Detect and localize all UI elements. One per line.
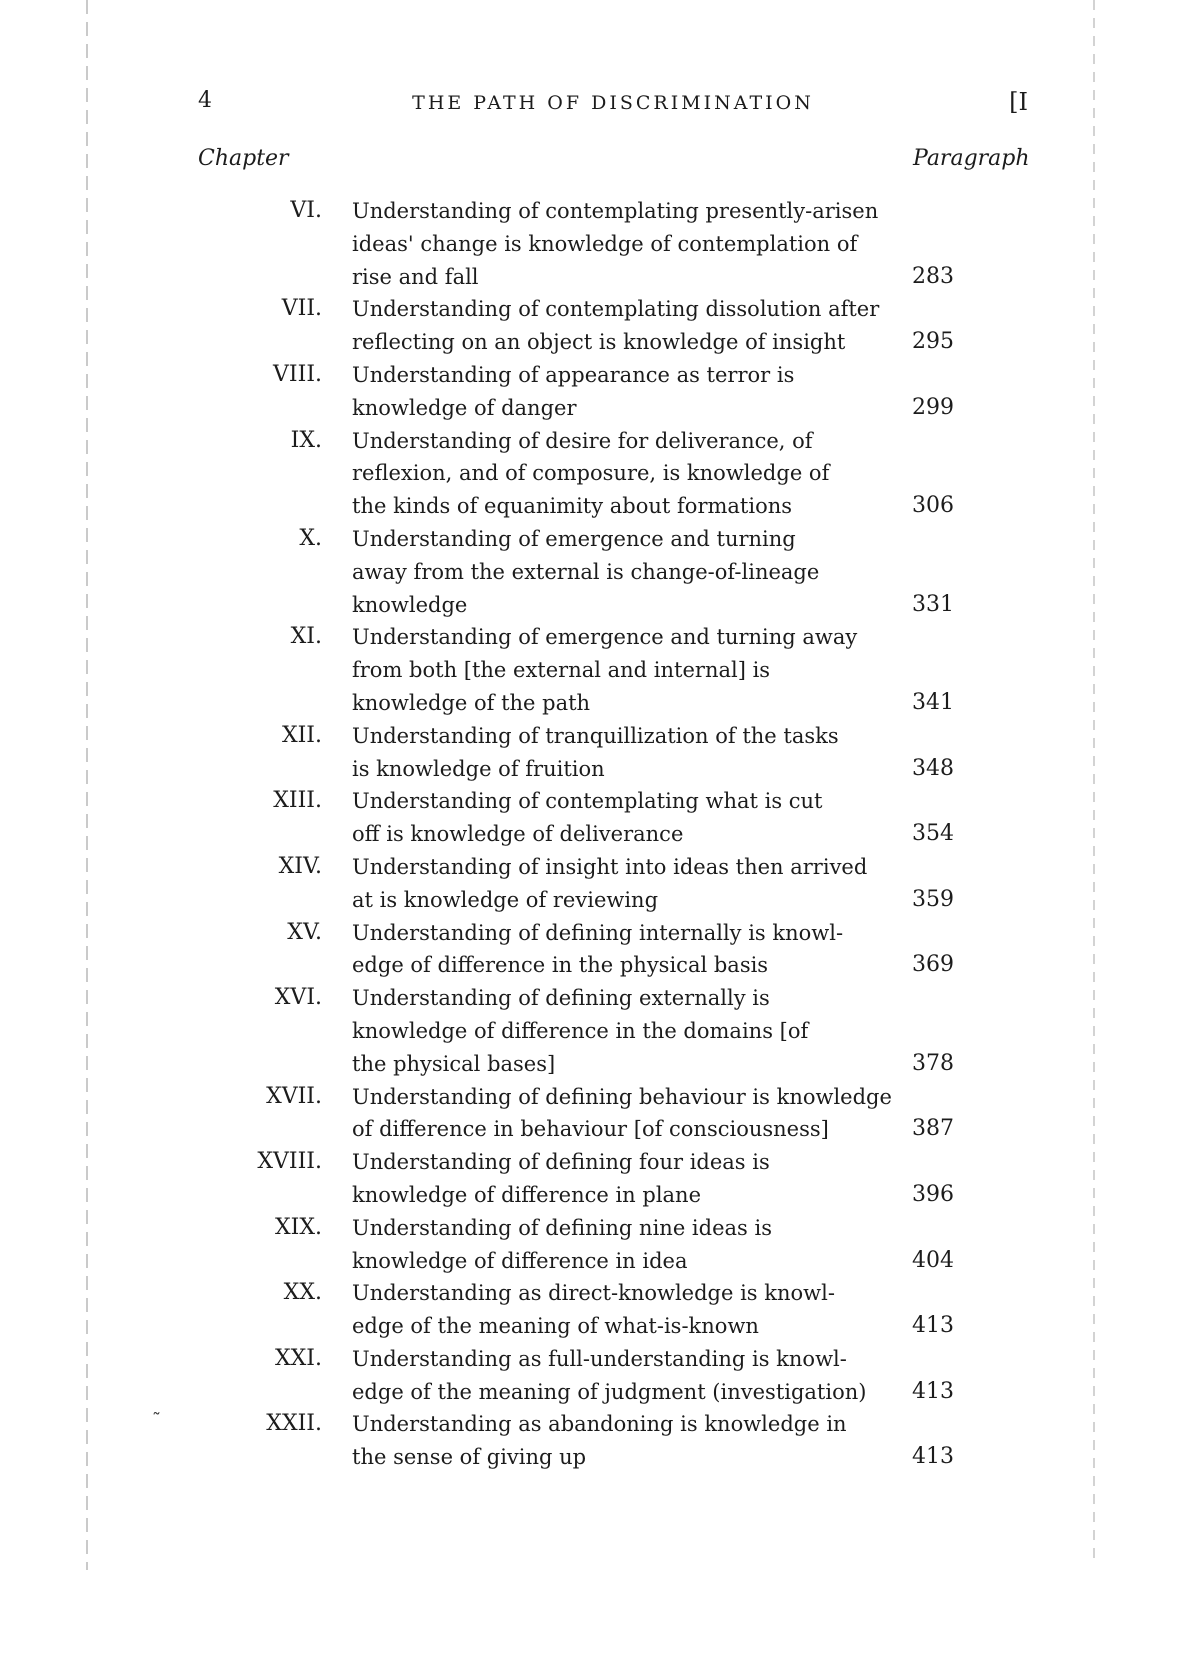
chapter-number: IX. bbox=[290, 427, 322, 453]
toc-entry bbox=[0, 195, 1184, 293]
chapter-title-line: Understanding of emergence and turning away bbox=[352, 625, 858, 650]
paragraph-number: 341 bbox=[912, 689, 954, 715]
chapter-title-line: is knowledge of fruition bbox=[352, 756, 605, 781]
chapter-title-line: edge of difference in the physical basis bbox=[352, 953, 769, 978]
toc-entry bbox=[0, 982, 1184, 1080]
toc-entry bbox=[0, 1146, 1184, 1212]
chapter-title-line: the kinds of equanimity about formations bbox=[352, 494, 793, 519]
chapter-title-line: Understanding as direct-knowledge is knowl- bbox=[352, 1281, 835, 1306]
chapter-title-line: ideas' change is knowledge of contemplation of bbox=[352, 231, 858, 256]
toc-entry bbox=[0, 785, 1184, 851]
chapter-title-line: Understanding of defining nine ideas is bbox=[352, 1215, 772, 1240]
chapter-title-line: knowledge of difference in idea bbox=[352, 1248, 688, 1273]
chapter-title bbox=[352, 851, 892, 917]
chapter-title bbox=[352, 917, 892, 983]
chapter-title bbox=[352, 523, 892, 621]
chapter-title-line: Understanding of contemplating dissolution after bbox=[352, 297, 880, 322]
paragraph-number: 348 bbox=[912, 755, 954, 781]
chapter-number: XV. bbox=[287, 919, 322, 945]
chapter-title-line: Understanding of insight into ideas then arrived bbox=[352, 854, 868, 879]
chapter-title-line: edge of the meaning of what-is-known bbox=[352, 1314, 759, 1339]
toc-entry bbox=[0, 1408, 1184, 1474]
toc-entry bbox=[0, 1277, 1184, 1343]
toc-entry bbox=[0, 523, 1184, 621]
chapter-title-line: knowledge bbox=[352, 592, 468, 617]
paragraph-number: 354 bbox=[912, 821, 954, 847]
chapter-title-line: knowledge of danger bbox=[352, 395, 577, 420]
chapter-title-line: knowledge of difference in plane bbox=[352, 1182, 702, 1207]
chapter-title-line: reflecting on an object is knowledge of insight bbox=[352, 330, 846, 355]
chapter-title-line: reflexion, and of composure, is knowledge of bbox=[352, 461, 830, 486]
toc-entry bbox=[0, 917, 1184, 983]
toc-entry bbox=[0, 1212, 1184, 1278]
margin-mark: ˜ bbox=[152, 1410, 161, 1431]
chapter-title-line: off is knowledge of deliverance bbox=[352, 822, 684, 847]
chapter-title bbox=[352, 1408, 892, 1474]
toc-entry bbox=[0, 1343, 1184, 1409]
chapter-number: XIX. bbox=[274, 1214, 322, 1240]
chapter-number: XXII. bbox=[266, 1411, 322, 1437]
chapter-title-line: Understanding of contemplating what is cut bbox=[352, 789, 823, 814]
paragraph-number: 299 bbox=[912, 394, 954, 420]
paragraph-column-heading: Paragraph bbox=[913, 146, 1030, 171]
chapter-title-line: Understanding of defining externally is bbox=[352, 986, 770, 1011]
chapter-number: XVI. bbox=[274, 985, 322, 1011]
chapter-number: XIV. bbox=[278, 853, 322, 879]
chapter-number: XI. bbox=[290, 624, 322, 650]
chapter-title bbox=[352, 720, 892, 786]
chapter-title-line: knowledge of the path bbox=[352, 690, 591, 715]
paragraph-number: 306 bbox=[912, 493, 954, 519]
chapter-title bbox=[352, 293, 892, 359]
chapter-number: X. bbox=[299, 525, 322, 551]
chapter-title-line: Understanding of desire for deliverance, of bbox=[352, 428, 813, 453]
paragraph-number: 331 bbox=[912, 591, 954, 617]
chapter-title bbox=[352, 982, 892, 1080]
chapter-title bbox=[352, 785, 892, 851]
paragraph-number: 359 bbox=[912, 886, 954, 912]
chapter-title bbox=[352, 425, 892, 523]
chapter-title-line: of difference in behaviour [of consciousness] bbox=[352, 1117, 829, 1142]
paragraph-number: 396 bbox=[912, 1181, 954, 1207]
chapter-number: XVII. bbox=[266, 1083, 322, 1109]
toc-entry bbox=[0, 425, 1184, 523]
paragraph-number: 378 bbox=[912, 1050, 954, 1076]
toc-entry bbox=[0, 621, 1184, 719]
chapter-number: XXI. bbox=[274, 1345, 322, 1371]
chapter-title-line: Understanding as full-understanding is knowl- bbox=[352, 1346, 847, 1371]
chapter-title-line: from both [the external and internal] is bbox=[352, 658, 771, 683]
paragraph-number: 295 bbox=[912, 329, 954, 355]
paragraph-number: 413 bbox=[912, 1313, 954, 1339]
chapter-title bbox=[352, 359, 892, 425]
paragraph-number: 404 bbox=[912, 1247, 954, 1273]
chapter-number: XVIII. bbox=[257, 1149, 322, 1175]
chapter-title-line: Understanding of defining four ideas is bbox=[352, 1150, 770, 1175]
chapter-title-line: Understanding as abandoning is knowledge in bbox=[352, 1412, 847, 1437]
toc-entry bbox=[0, 851, 1184, 917]
toc-entry bbox=[0, 720, 1184, 786]
running-title: THE PATH OF DISCRIMINATION bbox=[412, 92, 814, 114]
toc-entry bbox=[0, 293, 1184, 359]
toc-entry bbox=[0, 1081, 1184, 1147]
paragraph-number: 283 bbox=[912, 263, 954, 289]
chapter-title-line: the sense of giving up bbox=[352, 1445, 587, 1470]
chapter-number: XII. bbox=[281, 722, 322, 748]
chapter-title-line: the physical bases] bbox=[352, 1051, 556, 1076]
chapter-title bbox=[352, 621, 892, 719]
chapter-title bbox=[352, 1343, 892, 1409]
chapter-title bbox=[352, 195, 892, 293]
chapter-number: VIII. bbox=[273, 361, 322, 387]
paragraph-number: 413 bbox=[912, 1378, 954, 1404]
chapter-title-line: Understanding of defining internally is knowl- bbox=[352, 920, 844, 945]
chapter-title-line: Understanding of emergence and turning bbox=[352, 526, 796, 551]
chapter-number: XIII. bbox=[273, 788, 322, 814]
toc-entry bbox=[0, 359, 1184, 425]
chapter-column-heading: Chapter bbox=[198, 146, 289, 171]
chapter-title-line: rise and fall bbox=[352, 264, 479, 289]
page-number: 4 bbox=[198, 88, 212, 113]
chapter-number: VI. bbox=[290, 198, 322, 223]
paragraph-number: 387 bbox=[912, 1116, 954, 1142]
page-header bbox=[198, 88, 1028, 124]
chapter-number: XX. bbox=[283, 1280, 322, 1306]
chapter-title-line: Understanding of contemplating presently-arisen bbox=[352, 199, 879, 223]
chapter-title bbox=[352, 1081, 892, 1147]
chapter-title-line: Understanding of tranquillization of the tasks bbox=[352, 723, 839, 748]
paragraph-number: 369 bbox=[912, 952, 954, 978]
chapter-title-line: Understanding of defining behaviour is knowledge bbox=[352, 1084, 892, 1109]
chapter-title bbox=[352, 1146, 892, 1212]
chapter-title bbox=[352, 1277, 892, 1343]
chapter-title-line: away from the external is change-of-lineage bbox=[352, 559, 820, 584]
chapter-number: VII. bbox=[281, 296, 322, 322]
chapter-title-line: edge of the meaning of judgment (investigation) bbox=[352, 1379, 867, 1404]
chapter-title bbox=[352, 1212, 892, 1278]
section-bracket: [I bbox=[1009, 88, 1028, 116]
table-of-contents bbox=[0, 195, 1184, 1474]
chapter-title-line: at is knowledge of reviewing bbox=[352, 887, 659, 912]
paragraph-number: 413 bbox=[912, 1444, 954, 1470]
chapter-title-line: Understanding of appearance as terror is bbox=[352, 362, 795, 387]
chapter-title-line: knowledge of difference in the domains [of bbox=[352, 1018, 809, 1043]
